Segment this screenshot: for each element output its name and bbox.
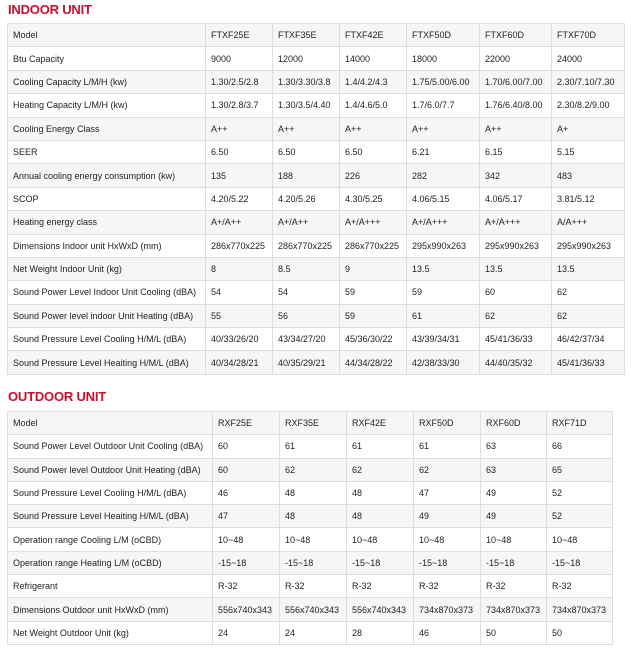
spec-value-cell: 10~48 [213, 528, 280, 551]
model-name-cell: RXF35E [280, 412, 347, 435]
spec-value-cell: 734x870x373 [414, 598, 481, 621]
spec-label: Cooling Capacity L/M/H (kw) [8, 70, 206, 93]
model-name-cell: RXF50D [414, 412, 481, 435]
spec-value-cell: 62 [414, 458, 481, 481]
spec-value-cell: A++ [340, 117, 407, 140]
column-header-label: Model [8, 24, 206, 47]
spec-value-cell: -15~18 [280, 551, 347, 574]
spec-value-cell: 45/36/30/22 [340, 328, 407, 351]
spec-value-cell: 4.30/5.25 [340, 187, 407, 210]
spec-value-cell: 556x740x343 [280, 598, 347, 621]
spec-value-cell: 286x770x225 [206, 234, 273, 257]
spec-value-cell: 10~48 [347, 528, 414, 551]
table-row [8, 505, 613, 528]
spec-value-cell: 483 [552, 164, 625, 187]
spec-value-cell: A++ [206, 117, 273, 140]
spec-value-cell: 6.50 [206, 140, 273, 163]
spec-value-cell: A/A+++ [552, 211, 625, 234]
spec-value-cell: 52 [547, 481, 613, 504]
spec-value-cell: 3.81/5.12 [552, 187, 625, 210]
spec-value-cell: R-32 [213, 575, 280, 598]
spec-value-cell: R-32 [347, 575, 414, 598]
spec-value-cell: 6.50 [273, 140, 340, 163]
spec-value-cell: 295x990x263 [480, 234, 552, 257]
spec-value-cell: 1.30/3.30/3.8 [273, 70, 340, 93]
spec-value-cell: 1.30/2.8/3.7 [206, 94, 273, 117]
spec-value-cell: 54 [273, 281, 340, 304]
model-name-cell: FTXF70D [552, 24, 625, 47]
outdoor-spec-rows [8, 412, 613, 645]
spec-value-cell: 65 [547, 458, 613, 481]
table-header-row [8, 412, 613, 435]
spec-value-cell: 188 [273, 164, 340, 187]
outdoor-unit-title: OUTDOOR UNIT [8, 389, 106, 404]
spec-value-cell: 24000 [552, 47, 625, 70]
model-name-cell: FTXF42E [340, 24, 407, 47]
spec-value-cell: 9 [340, 257, 407, 280]
spec-value-cell: 28 [347, 621, 414, 644]
table-row [8, 257, 625, 280]
spec-value-cell: 286x770x225 [273, 234, 340, 257]
spec-value-cell: 61 [414, 435, 481, 458]
table-row [8, 70, 625, 93]
indoor-spec-table [7, 23, 625, 375]
spec-value-cell: 24 [213, 621, 280, 644]
spec-value-cell: 734x870x373 [547, 598, 613, 621]
spec-value-cell: -15~18 [414, 551, 481, 574]
spec-value-cell: 48 [280, 505, 347, 528]
spec-value-cell: 46 [414, 621, 481, 644]
spec-value-cell: 8 [206, 257, 273, 280]
model-name-cell: RXF60D [481, 412, 547, 435]
spec-value-cell: 55 [206, 304, 273, 327]
spec-value-cell: 47 [213, 505, 280, 528]
spec-value-cell: 40/34/28/21 [206, 351, 273, 374]
spec-value-cell: 13.5 [552, 257, 625, 280]
spec-label: Sound Pressure Level Cooling H/M/L (dBA) [8, 481, 213, 504]
spec-value-cell: 24 [280, 621, 347, 644]
spec-value-cell: 49 [481, 505, 547, 528]
spec-value-cell: 62 [552, 304, 625, 327]
table-row [8, 94, 625, 117]
spec-value-cell: A++ [480, 117, 552, 140]
spec-label: Annual cooling energy consumption (kw) [8, 164, 206, 187]
spec-label: Sound Power level Outdoor Unit Heating (dBA) [8, 458, 213, 481]
spec-label: Sound Pressure Level Heaiting H/M/L (dBA) [8, 351, 206, 374]
indoor-unit-title: INDOOR UNIT [8, 2, 92, 17]
table-row [8, 187, 625, 210]
table-header-row [8, 24, 625, 47]
spec-value-cell: A+ [552, 117, 625, 140]
spec-value-cell: A+/A++ [206, 211, 273, 234]
spec-value-cell: 1.70/6.00/7.00 [480, 70, 552, 93]
table-row [8, 211, 625, 234]
spec-label: Net Weight Indoor Unit (kg) [8, 257, 206, 280]
spec-value-cell: 295x990x263 [407, 234, 480, 257]
spec-value-cell: A++ [407, 117, 480, 140]
spec-value-cell: 46 [213, 481, 280, 504]
spec-value-cell: 42/38/33/30 [407, 351, 480, 374]
spec-value-cell: 60 [213, 435, 280, 458]
spec-value-cell: 10~48 [547, 528, 613, 551]
model-name-cell: RXF71D [547, 412, 613, 435]
spec-value-cell: R-32 [481, 575, 547, 598]
spec-value-cell: 1.4/4.2/4.3 [340, 70, 407, 93]
spec-label: Sound Power Level Indoor Unit Cooling (dBA) [8, 281, 206, 304]
spec-value-cell: 48 [280, 481, 347, 504]
spec-value-cell: 1.7/6.0/7.7 [407, 94, 480, 117]
spec-value-cell: 45/41/36/33 [480, 328, 552, 351]
spec-value-cell: 50 [481, 621, 547, 644]
spec-value-cell: 12000 [273, 47, 340, 70]
spec-label: Heating Capacity L/M/H (kw) [8, 94, 206, 117]
spec-value-cell: 10~48 [280, 528, 347, 551]
spec-value-cell: 54 [206, 281, 273, 304]
spec-value-cell: 59 [340, 304, 407, 327]
spec-value-cell: 46/42/37/34 [552, 328, 625, 351]
spec-value-cell: 43/34/27/20 [273, 328, 340, 351]
spec-label: Operation range Heating L/M (oCBD) [8, 551, 213, 574]
spec-value-cell: 50 [547, 621, 613, 644]
spec-value-cell: 8.5 [273, 257, 340, 280]
spec-value-cell: 62 [280, 458, 347, 481]
spec-value-cell: 49 [481, 481, 547, 504]
spec-value-cell: 59 [407, 281, 480, 304]
spec-value-cell: 1.30/2.5/2.8 [206, 70, 273, 93]
spec-value-cell: 135 [206, 164, 273, 187]
spec-value-cell: 44/40/35/32 [480, 351, 552, 374]
spec-value-cell: 44/34/28/22 [340, 351, 407, 374]
spec-value-cell: 22000 [480, 47, 552, 70]
spec-value-cell: 1.4/4.6/5.0 [340, 94, 407, 117]
table-row [8, 458, 613, 481]
spec-value-cell: 62 [552, 281, 625, 304]
model-name-cell: FTXF25E [206, 24, 273, 47]
table-row [8, 140, 625, 163]
table-row [8, 117, 625, 140]
spec-label: SCOP [8, 187, 206, 210]
table-row [8, 281, 625, 304]
table-row [8, 528, 613, 551]
spec-value-cell: R-32 [280, 575, 347, 598]
spec-label: Sound Power Level Outdoor Unit Cooling (dBA) [8, 435, 213, 458]
spec-value-cell: 49 [414, 505, 481, 528]
spec-value-cell: 2.30/8.2/9.00 [552, 94, 625, 117]
spec-label: Heating energy class [8, 211, 206, 234]
table-row [8, 551, 613, 574]
spec-value-cell: 4.20/5.26 [273, 187, 340, 210]
spec-value-cell: 5.15 [552, 140, 625, 163]
spec-label: Sound Pressure Level Heaiting H/M/L (dBA) [8, 505, 213, 528]
spec-value-cell: 48 [347, 505, 414, 528]
spec-value-cell: -15~18 [213, 551, 280, 574]
spec-label: SEER [8, 140, 206, 163]
spec-value-cell: A+/A+++ [407, 211, 480, 234]
model-name-cell: FTXF50D [407, 24, 480, 47]
spec-value-cell: 60 [213, 458, 280, 481]
spec-value-cell: 6.15 [480, 140, 552, 163]
table-row [8, 575, 613, 598]
spec-value-cell: 4.20/5.22 [206, 187, 273, 210]
spec-value-cell: 62 [347, 458, 414, 481]
table-row [8, 351, 625, 374]
column-header-label: Model [8, 412, 213, 435]
model-name-cell: RXF42E [347, 412, 414, 435]
table-row [8, 435, 613, 458]
spec-value-cell: 61 [407, 304, 480, 327]
spec-value-cell: 14000 [340, 47, 407, 70]
table-row [8, 598, 613, 621]
spec-value-cell: 45/41/36/33 [552, 351, 625, 374]
spec-value-cell: 226 [340, 164, 407, 187]
outdoor-spec-table [7, 411, 613, 645]
indoor-spec-rows [8, 24, 625, 375]
spec-value-cell: 13.5 [480, 257, 552, 280]
spec-value-cell: 6.50 [340, 140, 407, 163]
spec-value-cell: R-32 [547, 575, 613, 598]
spec-value-cell: 4.06/5.17 [480, 187, 552, 210]
spec-value-cell: 13.5 [407, 257, 480, 280]
spec-label: Operation range Cooling L/M (oCBD) [8, 528, 213, 551]
table-row [8, 621, 613, 644]
spec-value-cell: -15~18 [481, 551, 547, 574]
spec-label: Btu Capacity [8, 47, 206, 70]
spec-value-cell: 40/35/29/21 [273, 351, 340, 374]
spec-value-cell: A+/A++ [273, 211, 340, 234]
table-row [8, 47, 625, 70]
spec-value-cell: 734x870x373 [481, 598, 547, 621]
spec-value-cell: 63 [481, 435, 547, 458]
spec-value-cell: 9000 [206, 47, 273, 70]
spec-value-cell: 1.30/3.5/4.40 [273, 94, 340, 117]
table-row [8, 328, 625, 351]
spec-value-cell: 295x990x263 [552, 234, 625, 257]
spec-value-cell: -15~18 [547, 551, 613, 574]
spec-label: Sound Power level indoor Unit Heating (dBA) [8, 304, 206, 327]
spec-value-cell: 6.21 [407, 140, 480, 163]
spec-label: Cooling Energy Class [8, 117, 206, 140]
spec-value-cell: 286x770x225 [340, 234, 407, 257]
model-name-cell: FTXF35E [273, 24, 340, 47]
spec-value-cell: 10~48 [481, 528, 547, 551]
spec-value-cell: A+/A+++ [340, 211, 407, 234]
spec-label: Dimensions Outdoor unit HxWxD (mm) [8, 598, 213, 621]
spec-value-cell: 43/39/34/31 [407, 328, 480, 351]
model-name-cell: FTXF60D [480, 24, 552, 47]
spec-value-cell: 10~48 [414, 528, 481, 551]
spec-value-cell: 2.30/7.10/7.30 [552, 70, 625, 93]
spec-value-cell: 47 [414, 481, 481, 504]
table-row [8, 304, 625, 327]
spec-value-cell: 61 [347, 435, 414, 458]
spec-value-cell: -15~18 [347, 551, 414, 574]
spec-value-cell: 62 [480, 304, 552, 327]
spec-value-cell: 66 [547, 435, 613, 458]
model-name-cell: RXF25E [213, 412, 280, 435]
spec-label: Dimensions Indoor unit HxWxD (mm) [8, 234, 206, 257]
spec-value-cell: 4.06/5.15 [407, 187, 480, 210]
spec-label: Refrigerant [8, 575, 213, 598]
spec-value-cell: R-32 [414, 575, 481, 598]
spec-value-cell: 56 [273, 304, 340, 327]
spec-value-cell: 1.75/5.00/6.00 [407, 70, 480, 93]
spec-value-cell: 52 [547, 505, 613, 528]
table-row [8, 234, 625, 257]
spec-value-cell: 40/33/26/20 [206, 328, 273, 351]
spec-label: Net Weight Outdoor Unit (kg) [8, 621, 213, 644]
spec-value-cell: A+/A+++ [480, 211, 552, 234]
spec-value-cell: 282 [407, 164, 480, 187]
spec-label: Sound Pressure Level Cooling H/M/L (dBA) [8, 328, 206, 351]
table-row [8, 164, 625, 187]
spec-value-cell: 48 [347, 481, 414, 504]
spec-value-cell: 556x740x343 [347, 598, 414, 621]
spec-value-cell: 60 [480, 281, 552, 304]
spec-value-cell: 59 [340, 281, 407, 304]
spec-value-cell: 1.76/6.40/8.00 [480, 94, 552, 117]
spec-value-cell: 63 [481, 458, 547, 481]
spec-value-cell: 556x740x343 [213, 598, 280, 621]
table-row [8, 481, 613, 504]
spec-value-cell: A++ [273, 117, 340, 140]
spec-value-cell: 342 [480, 164, 552, 187]
spec-value-cell: 61 [280, 435, 347, 458]
spec-value-cell: 18000 [407, 47, 480, 70]
